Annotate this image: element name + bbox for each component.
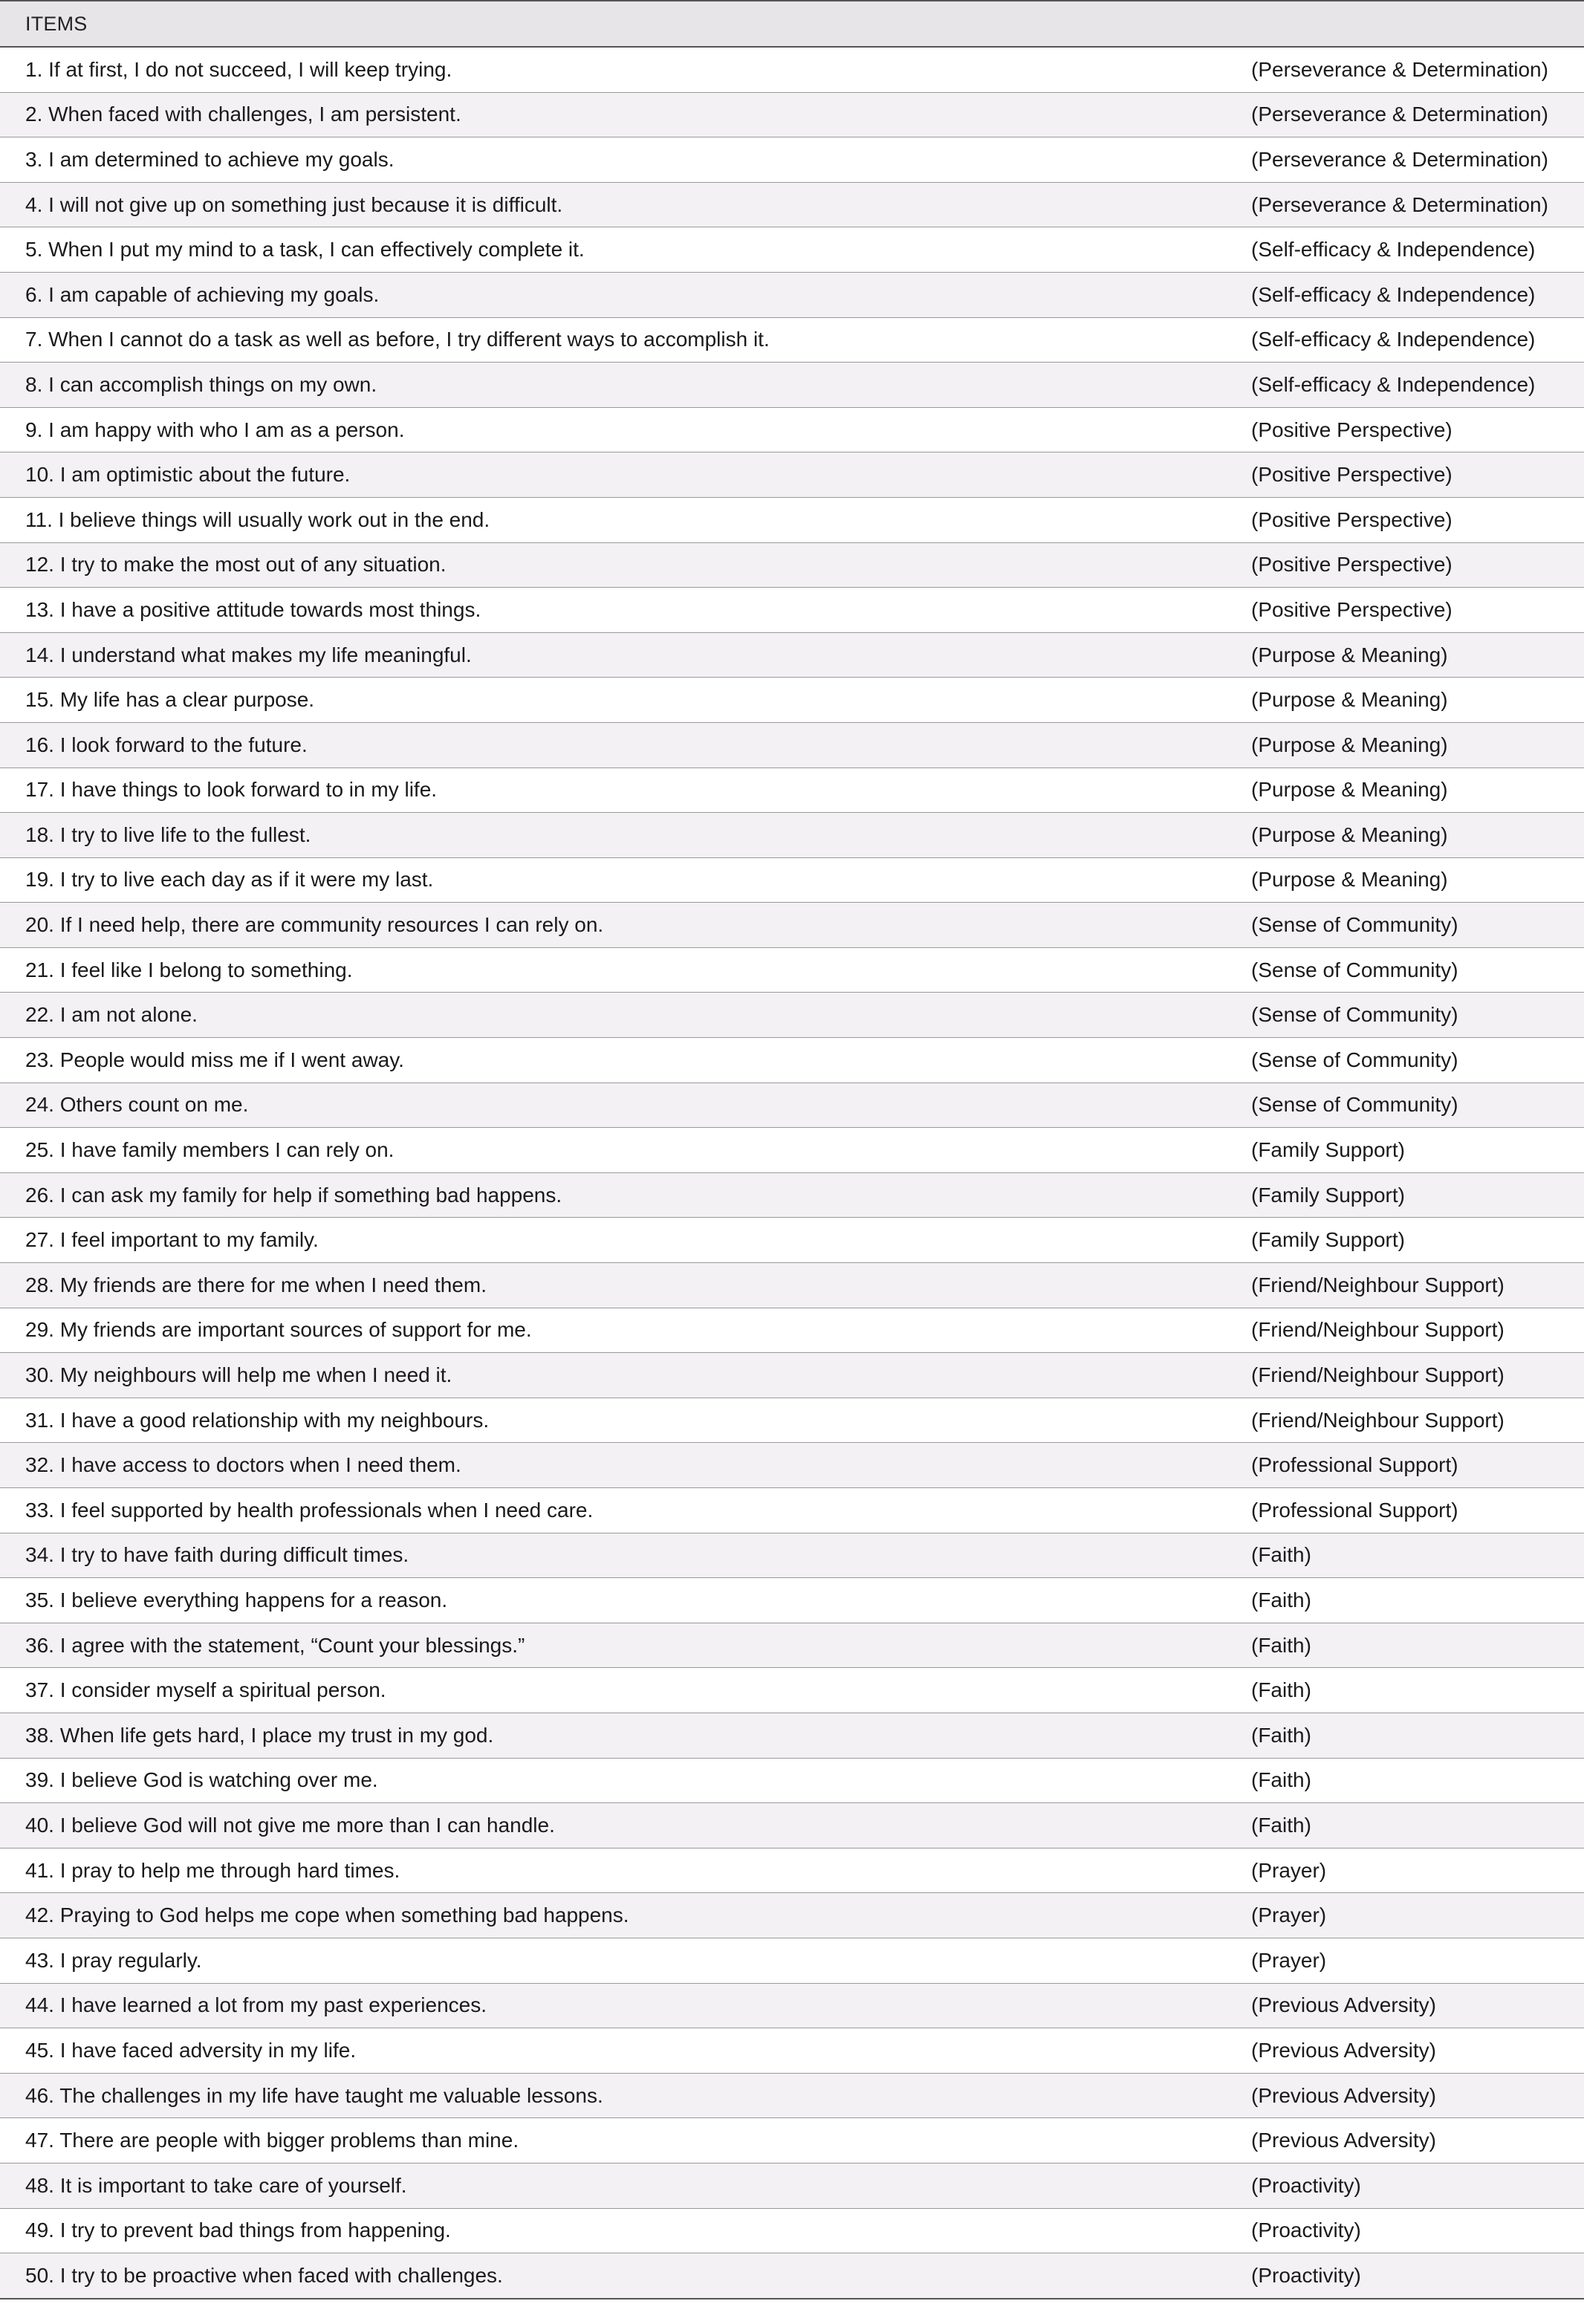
item-domain: (Professional Support): [1251, 1453, 1458, 1477]
item-text: 48. It is important to take care of yourself.: [25, 2173, 407, 2197]
item-text: 13. I have a positive attitude towards most things.: [25, 597, 481, 621]
item-text: 22. I am not alone.: [25, 1003, 198, 1027]
item-text: 42. Praying to God helps me cope when something bad happens.: [25, 1903, 629, 1927]
item-domain: (Proactivity): [1251, 2173, 1361, 2197]
table-row: [0, 1533, 1584, 1578]
table-row: [0, 1038, 1584, 1083]
item-text: 31. I have a good relationship with my neighbours.: [25, 1408, 490, 1432]
table-row: [0, 1353, 1584, 1398]
table-row: [0, 2073, 1584, 2118]
item-domain: (Sense of Community): [1251, 913, 1458, 937]
table-row: [0, 542, 1584, 588]
item-text: 44. I have learned a lot from my past experiences.: [25, 1993, 487, 2017]
table-row: [0, 588, 1584, 633]
table-row: [0, 1398, 1584, 1443]
item-domain: (Previous Adversity): [1251, 2038, 1436, 2062]
table-row: [0, 1308, 1584, 1353]
table-row: [0, 1983, 1584, 2028]
item-domain: (Friend/Neighbour Support): [1251, 1408, 1505, 1432]
table-row: [0, 857, 1584, 903]
table-row: [0, 92, 1584, 137]
item-domain: (Family Support): [1251, 1228, 1405, 1252]
item-domain: (Previous Adversity): [1251, 2083, 1436, 2107]
item-text: 21. I feel like I belong to something.: [25, 958, 353, 981]
item-text: 20. If I need help, there are community resources I can rely on.: [25, 913, 604, 937]
item-domain: (Faith): [1251, 1678, 1311, 1702]
header-row: [0, 1, 1584, 47]
item-text: 24. Others count on me.: [25, 1093, 249, 1117]
item-domain: (Professional Support): [1251, 1498, 1458, 1522]
item-domain: (Faith): [1251, 1813, 1311, 1837]
item-text: 11. I believe things will usually work out in the end.: [25, 507, 490, 531]
item-text: 32. I have access to doctors when I need them.: [25, 1453, 461, 1477]
item-text: 17. I have things to look forward to in my life.: [25, 778, 438, 802]
item-domain: (Faith): [1251, 1723, 1311, 1747]
table-row: [0, 1803, 1584, 1849]
item-domain: (Perseverance & Determination): [1251, 103, 1548, 126]
item-text: 18. I try to live life to the fullest.: [25, 822, 311, 846]
item-text: 45. I have faced adversity in my life.: [25, 2038, 357, 2062]
table-row: [0, 137, 1584, 183]
item-domain: (Friend/Neighbour Support): [1251, 1318, 1505, 1342]
item-text: 34. I try to have faith during difficult times.: [25, 1543, 409, 1567]
header-items-label: ITEMS: [0, 1, 1584, 47]
item-text: 38. When life gets hard, I place my trust in my god.: [25, 1723, 494, 1747]
item-domain: (Sense of Community): [1251, 1048, 1458, 1071]
item-domain: (Self-efficacy & Independence): [1251, 238, 1536, 262]
item-domain: (Purpose & Meaning): [1251, 822, 1448, 846]
item-text: 27. I feel important to my family.: [25, 1228, 319, 1252]
item-text: 39. I believe God is watching over me.: [25, 1768, 378, 1792]
item-text: 46. The challenges in my life have taught me valuable lessons.: [25, 2083, 603, 2107]
table-row: [0, 407, 1584, 452]
item-domain: (Faith): [1251, 1768, 1311, 1792]
item-text: 50. I try to be proactive when faced with challenges.: [25, 2263, 503, 2287]
item-text: 26. I can ask my family for help if something bad happens.: [25, 1183, 562, 1207]
item-text: 10. I am optimistic about the future.: [25, 463, 351, 487]
item-text: 3. I am determined to achieve my goals.: [25, 147, 395, 171]
item-domain: (Purpose & Meaning): [1251, 868, 1448, 892]
table-row: [0, 1443, 1584, 1488]
table-row: [0, 1128, 1584, 1173]
item-domain: (Purpose & Meaning): [1251, 643, 1448, 666]
item-domain: (Friend/Neighbour Support): [1251, 1273, 1505, 1296]
item-text: 12. I try to make the most out of any situation.: [25, 553, 447, 577]
item-domain: (Prayer): [1251, 1903, 1327, 1927]
item-text: 29. My friends are important sources of support for me.: [25, 1318, 532, 1342]
item-domain: (Perseverance & Determination): [1251, 147, 1548, 171]
item-text: 9. I am happy with who I am as a person.: [25, 418, 405, 441]
item-text: 2. When faced with challenges, I am persistent.: [25, 103, 461, 126]
item-text: 33. I feel supported by health professionals when I need care.: [25, 1498, 594, 1522]
table-row: [0, 1893, 1584, 1938]
item-domain: (Prayer): [1251, 1948, 1327, 1972]
item-domain: (Self-efficacy & Independence): [1251, 328, 1536, 351]
item-text: 37. I consider myself a spiritual person.: [25, 1678, 386, 1702]
item-domain: (Sense of Community): [1251, 958, 1458, 981]
item-domain: (Sense of Community): [1251, 1093, 1458, 1117]
item-text: 4. I will not give up on something just because it is difficult.: [25, 192, 563, 216]
table-row: [0, 1263, 1584, 1308]
item-domain: (Faith): [1251, 1588, 1311, 1611]
table-row: [0, 363, 1584, 408]
item-domain: (Faith): [1251, 1633, 1311, 1657]
table-row: [0, 1578, 1584, 1623]
item-domain: (Family Support): [1251, 1138, 1405, 1162]
item-text: 14. I understand what makes my life meaningful.: [25, 643, 472, 666]
item-domain: (Positive Perspective): [1251, 597, 1452, 621]
item-text: 41. I pray to help me through hard times.: [25, 1858, 400, 1882]
table-row: [0, 317, 1584, 363]
item-text: 49. I try to prevent bad things from happening.: [25, 2218, 451, 2242]
table-row: [0, 1848, 1584, 1893]
item-domain: (Prayer): [1251, 1858, 1327, 1882]
table-row: [0, 2118, 1584, 2164]
item-text: 8. I can accomplish things on my own.: [25, 372, 377, 396]
table-row: [0, 1938, 1584, 1983]
table-row: [0, 722, 1584, 767]
item-text: 36. I agree with the statement, “Count your blessings.”: [25, 1633, 525, 1657]
table-row: [0, 1172, 1584, 1218]
item-domain: (Purpose & Meaning): [1251, 688, 1448, 712]
item-domain: (Positive Perspective): [1251, 553, 1452, 577]
table-row: [0, 452, 1584, 498]
item-text: 19. I try to live each day as if it were my last.: [25, 868, 434, 892]
table-row: [0, 678, 1584, 723]
item-domain: (Purpose & Meaning): [1251, 733, 1448, 756]
item-domain: (Purpose & Meaning): [1251, 778, 1448, 802]
table-header: [0, 1, 1584, 47]
item-text: 47. There are people with bigger problems than mine.: [25, 2129, 519, 2152]
item-text: 43. I pray regularly.: [25, 1948, 202, 1972]
item-domain: (Proactivity): [1251, 2218, 1361, 2242]
item-domain: (Previous Adversity): [1251, 1993, 1436, 2017]
table-row: [0, 2163, 1584, 2208]
item-text: 5. When I put my mind to a task, I can effectively complete it.: [25, 238, 585, 262]
item-domain: (Sense of Community): [1251, 1003, 1458, 1027]
item-text: 28. My friends are there for me when I need them.: [25, 1273, 487, 1296]
item-domain: (Friend/Neighbour Support): [1251, 1363, 1505, 1387]
table-row: [0, 2028, 1584, 2074]
table-row: [0, 497, 1584, 542]
table-row: [0, 227, 1584, 273]
item-domain: (Perseverance & Determination): [1251, 57, 1548, 81]
item-domain: (Self-efficacy & Independence): [1251, 372, 1536, 396]
item-text: 7. When I cannot do a task as well as before, I try different ways to accomplish it.: [25, 328, 770, 351]
table-row: [0, 1083, 1584, 1128]
item-domain: (Positive Perspective): [1251, 507, 1452, 531]
item-text: 40. I believe God will not give me more than I can handle.: [25, 1813, 555, 1837]
table-row: [0, 1668, 1584, 1713]
table-row: [0, 182, 1584, 227]
item-text: 16. I look forward to the future.: [25, 733, 308, 756]
table-row: [0, 813, 1584, 858]
table-row: [0, 1218, 1584, 1263]
item-text: 1. If at first, I do not succeed, I will keep trying.: [25, 57, 452, 81]
item-domain: (Self-efficacy & Independence): [1251, 282, 1536, 306]
item-text: 15. My life has a clear purpose.: [25, 688, 315, 712]
table-row: [0, 903, 1584, 948]
table-row: [0, 47, 1584, 92]
table-row: [0, 2253, 1584, 2299]
table-row: [0, 1758, 1584, 1803]
table-row: [0, 632, 1584, 678]
table-row: [0, 1623, 1584, 1668]
item-text: 23. People would miss me if I went away.: [25, 1048, 404, 1071]
table-row: [0, 947, 1584, 993]
item-domain: (Previous Adversity): [1251, 2129, 1436, 2152]
item-text: 30. My neighbours will help me when I need it.: [25, 1363, 452, 1387]
item-text: 6. I am capable of achieving my goals.: [25, 282, 380, 306]
table-row: [0, 272, 1584, 317]
item-domain: (Positive Perspective): [1251, 463, 1452, 487]
item-domain: (Perseverance & Determination): [1251, 192, 1548, 216]
item-text: 25. I have family members I can rely on.: [25, 1138, 395, 1162]
table-body: [0, 47, 1584, 2299]
item-domain: (Positive Perspective): [1251, 418, 1452, 441]
item-domain: (Family Support): [1251, 1183, 1405, 1207]
item-domain: (Faith): [1251, 1543, 1311, 1567]
table-row: [0, 767, 1584, 813]
table-row: [0, 1713, 1584, 1758]
item-text: 35. I believe everything happens for a reason.: [25, 1588, 448, 1611]
table-row: [0, 993, 1584, 1038]
item-domain: (Proactivity): [1251, 2263, 1361, 2287]
table-row: [0, 1488, 1584, 1533]
table-row: [0, 2208, 1584, 2253]
